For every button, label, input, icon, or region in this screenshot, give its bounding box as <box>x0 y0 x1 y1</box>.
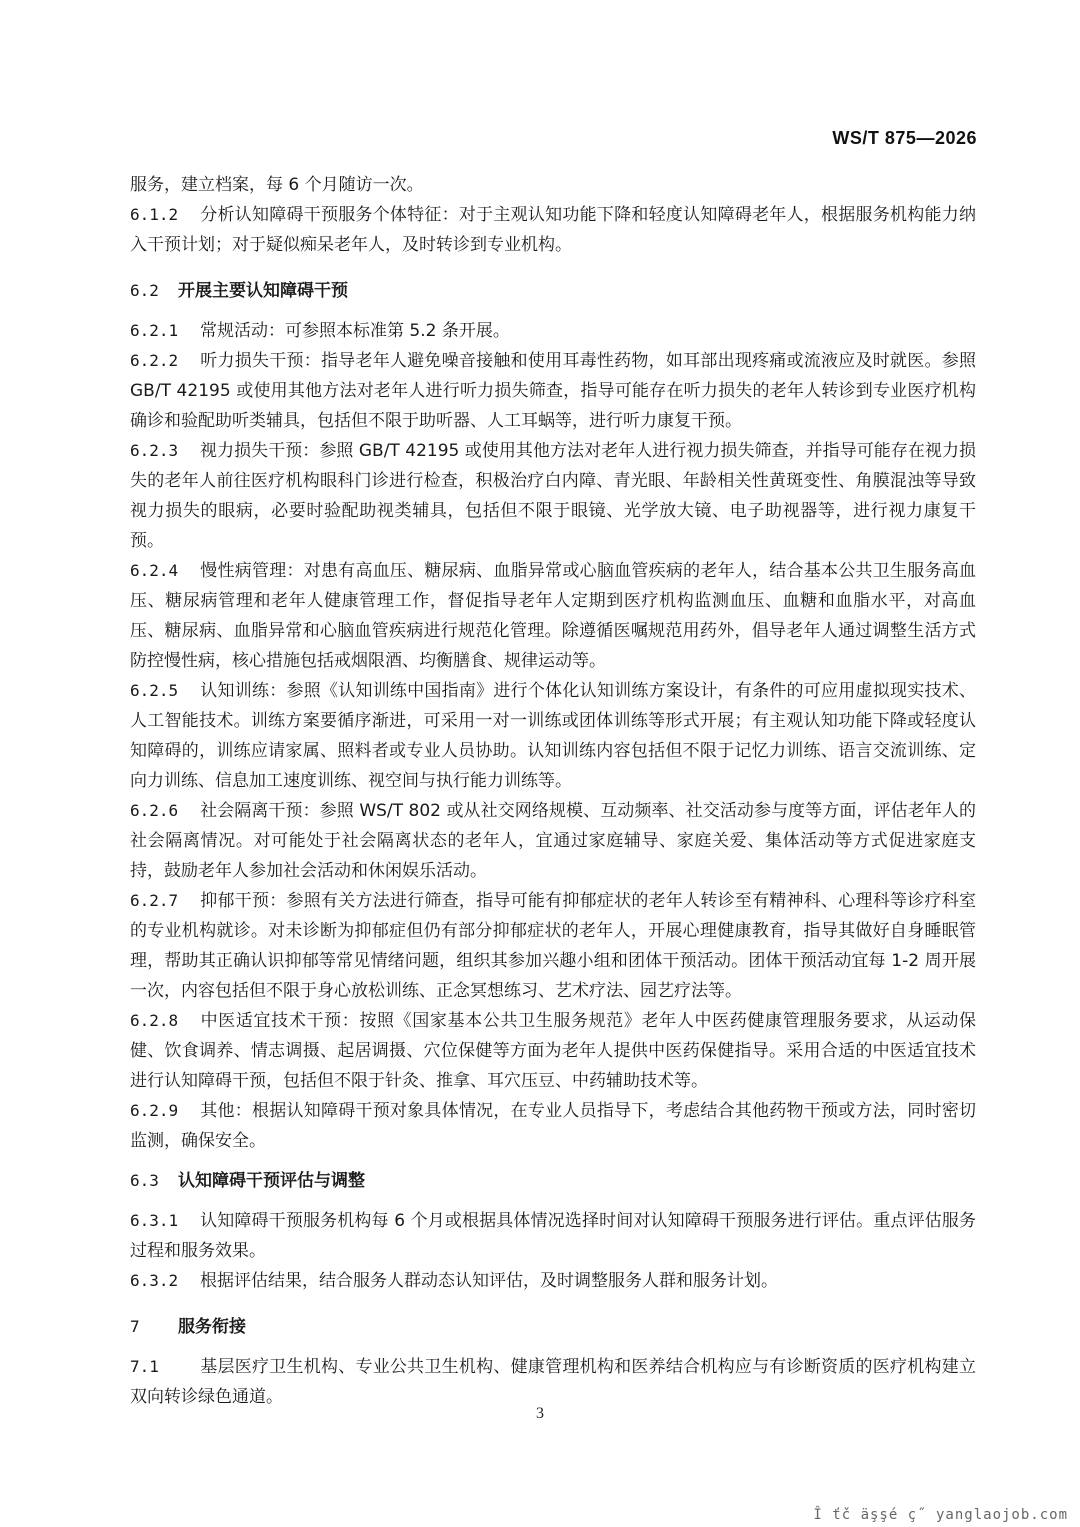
clause-number: 6.2.9 <box>130 1101 179 1120</box>
clause-number: 6.2.5 <box>130 681 179 700</box>
paragraph-text: 根据评估结果，结合服务人群动态认知评估，及时调整服务人群和服务计划。 <box>200 1271 778 1291</box>
paragraph-text: 慢性病管理：对患有高血压、糖尿病、血脂异常或心脑血管疾病的老年人，结合基本公共卫生服务高血压、糖尿病管理和老年人健康管理工作，督促指导老年人定期到医疗机构监测血压、血糖和血脂水平，对高血压、糖尿病、血脂异常和心脑血管疾病进行规范化管理。除遵循医嘱规范用药外，倡导老年人通过调整生活方式防控慢性病，核心措施包括戒烟限酒、均衡膳食、规律运动等。 <box>130 561 976 671</box>
paragraph <box>130 346 976 436</box>
section-number: 6.3 <box>130 1171 159 1190</box>
clause-number: 6.3.1 <box>130 1211 179 1230</box>
section-number: 6.2 <box>130 281 159 300</box>
paragraph <box>130 436 976 556</box>
section-heading <box>130 1166 976 1196</box>
paragraph-text: 中医适宜技术干预：按照《国家基本公共卫生服务规范》老年人中医药健康管理服务要求，从运动保健、饮食调养、情志调摄、起居调摄、穴位保健等方面为老年人提供中医药保健指导。采用合适的中医适宜技术进行认知障碍干预，包括但不限于针灸、推拿、耳穴压豆、中药辅助技术等。 <box>130 1011 976 1091</box>
clause-number: 6.2.3 <box>130 441 179 460</box>
clause-number: 6.2.8 <box>130 1011 179 1030</box>
paragraph <box>130 316 976 346</box>
section-title: 开展主要认知障碍干预 <box>178 281 348 301</box>
paragraph-text: 认知障碍干预服务机构每 6 个月或根据具体情况选择时间对认知障碍干预服务进行评估。重点评估服务过程和服务效果。 <box>130 1211 976 1261</box>
section-heading <box>130 1312 976 1342</box>
paragraph <box>130 200 976 260</box>
section-number: 7 <box>130 1317 140 1336</box>
document-body <box>130 170 976 1412</box>
clause-number: 6.2.4 <box>130 561 179 580</box>
paragraph-text: 视力损失干预：参照 GB/T 42195 或使用其他方法对老年人进行视力损失筛查，并指导可能存在视力损失的老年人前往医疗机构眼科门诊进行检查，积极治疗白内障、青光眼、年龄相关性黄斑变性、角膜混浊等导致视力损失的眼病，必要时验配助视类辅具，包括但不限于眼镜、光学放大镜、电子助视器等，进行视力康复干预。 <box>130 441 976 551</box>
section-title: 服务衔接 <box>178 1317 246 1337</box>
clause-number: 6.2.6 <box>130 801 179 820</box>
paragraph-text: 常规活动：可参照本标准第 5.2 条开展。 <box>200 321 510 341</box>
clause-number: 6.2.1 <box>130 321 179 340</box>
paragraph-text: 抑郁干预：参照有关方法进行筛查，指导可能有抑郁症状的老年人转诊至有精神科、心理科等诊疗科室的专业机构就诊。对未诊断为抑郁症但仍有部分抑郁症状的老年人，开展心理健康教育，指导其做好自身睡眠管理，帮助其正确认识抑郁等常见情绪问题，组织其参加兴趣小组和团体干预活动。团体干预活动宜每 1-2 周开展一次，内容包括但不限于身心放松训练、正念冥想练习、艺术疗法、园艺疗法等。 <box>130 891 976 1001</box>
watermark-text: Î ťč äşşé ç˝ yanglaojob.com <box>813 1507 1068 1523</box>
paragraph <box>130 556 976 676</box>
paragraph-text: 基层医疗卫生机构、专业公共卫生机构、健康管理机构和医养结合机构应与有诊断资质的医疗机构建立双向转诊绿色通道。 <box>130 1357 976 1407</box>
standard-code: WS/T 875—2026 <box>832 128 977 148</box>
paragraph <box>130 1352 976 1412</box>
clause-number: 6.2.7 <box>130 891 179 910</box>
paragraph <box>130 1206 976 1266</box>
section-title: 认知障碍干预评估与调整 <box>178 1171 365 1191</box>
paragraph-text: 社会隔离干预：参照 WS/T 802 或从社交网络规模、互动频率、社交活动参与度等方面，评估老年人的社会隔离情况。对可能处于社会隔离状态的老年人，宜通过家庭辅导、家庭关爱、集体活动等方式促进家庭支持，鼓励老年人参加社会活动和休闲娱乐活动。 <box>130 801 976 881</box>
clause-number: 6.1.2 <box>130 205 179 224</box>
paragraph <box>130 170 976 200</box>
paragraph <box>130 886 976 1006</box>
page-number: 3 <box>536 1405 544 1422</box>
paragraph <box>130 796 976 886</box>
clause-number: 6.2.2 <box>130 351 179 370</box>
paragraph <box>130 676 976 796</box>
paragraph-text: 分析认知障碍干预服务个体特征：对于主观认知功能下降和轻度认知障碍老年人，根据服务机构能力纳入干预计划；对于疑似痴呆老年人，及时转诊到专业机构。 <box>130 205 976 255</box>
clause-number: 6.3.2 <box>130 1271 179 1290</box>
paragraph-text: 其他：根据认知障碍干预对象具体情况，在专业人员指导下，考虑结合其他药物干预或方法，同时密切监测，确保安全。 <box>130 1101 976 1151</box>
section-heading <box>130 276 976 306</box>
paragraph-text: 服务，建立档案，每 6 个月随访一次。 <box>130 175 424 195</box>
clause-number: 7.1 <box>130 1357 159 1376</box>
paragraph <box>130 1006 976 1096</box>
paragraph <box>130 1096 976 1156</box>
paragraph-text: 认知训练：参照《认知训练中国指南》进行个体化认知训练方案设计，有条件的可应用虚拟现实技术、人工智能技术。训练方案要循序渐进，可采用一对一训练或团体训练等形式开展；有主观认知功能下降或轻度认知障碍的，训练应请家属、照料者或专业人员协助。认知训练内容包括但不限于记忆力训练、语言交流训练、定向力训练、信息加工速度训练、视空间与执行能力训练等。 <box>130 681 976 791</box>
paragraph <box>130 1266 976 1296</box>
paragraph-text: 听力损失干预：指导老年人避免噪音接触和使用耳毒性药物，如耳部出现疼痛或流液应及时就医。参照 GB/T 42195 或使用其他方法对老年人进行听力损失筛查，指导可能存在听力损失的老年人转诊到专业医疗机构确诊和验配助听类辅具，包括但不限于助听器、人工耳蜗等，进行听力康复干预。 <box>130 351 976 431</box>
